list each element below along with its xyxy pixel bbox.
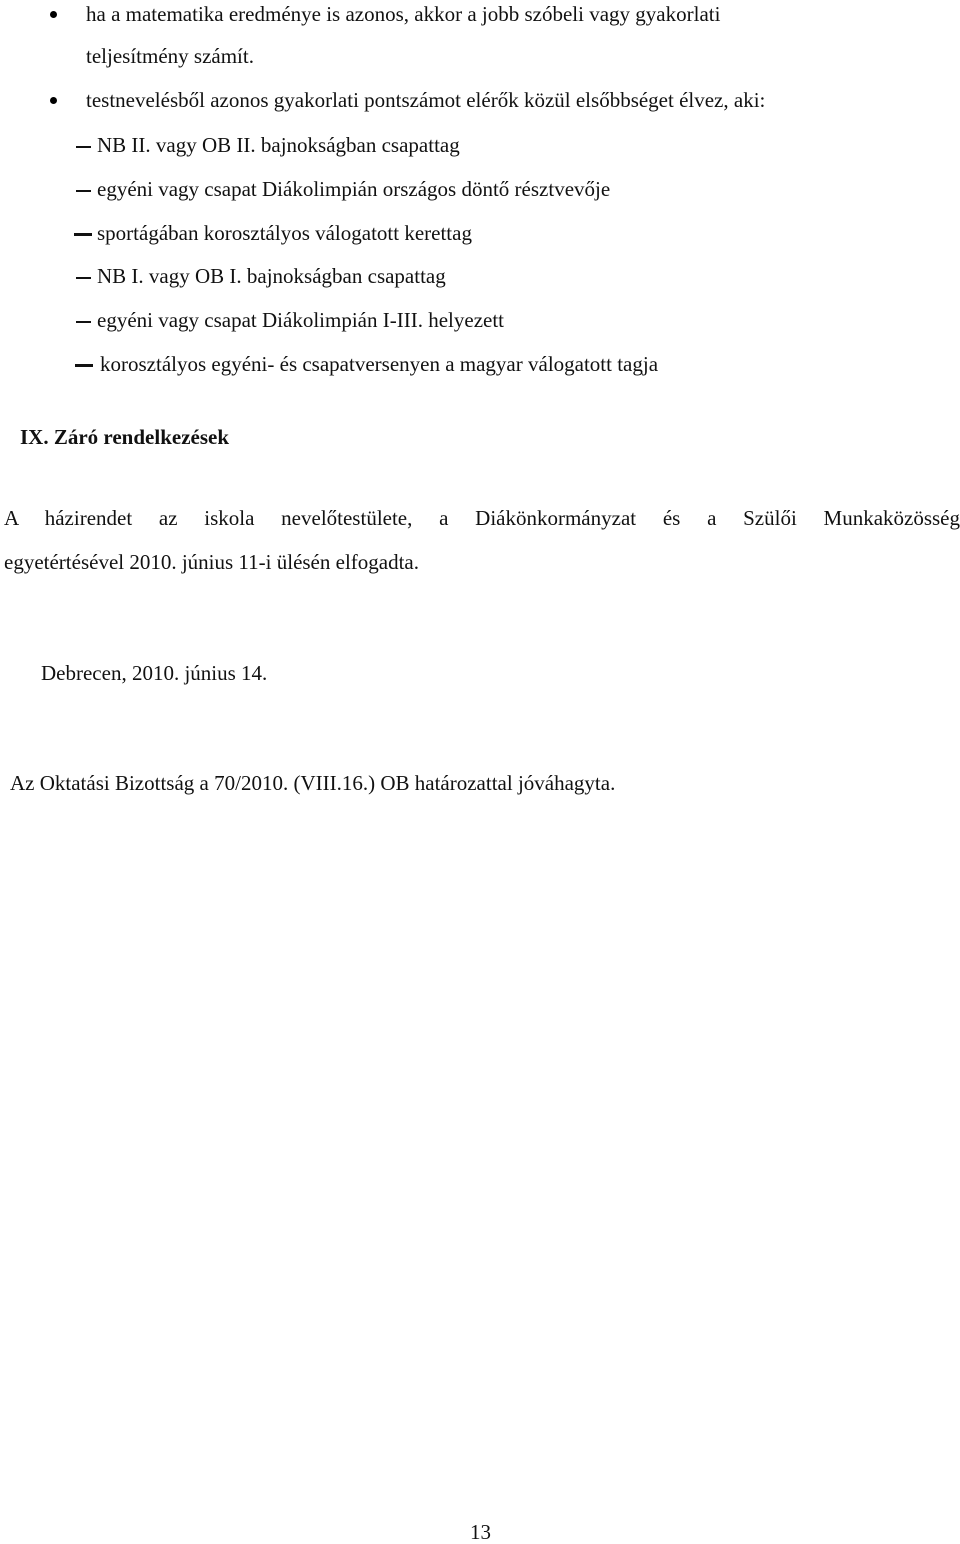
- bullet-dot: [50, 97, 57, 104]
- dash-item: egyéni vagy csapat Diákolimpián I-III. helyezett: [97, 308, 504, 332]
- bullet-2-line-1: testnevelésből azonos gyakorlati pontszámot elérők közül elsőbbséget élvez, aki:: [86, 88, 766, 112]
- dash-item: NB II. vagy OB II. bajnokságban csapattag: [97, 133, 460, 157]
- dash-mark: [74, 233, 92, 236]
- section-paragraph-line-1: A házirendet az iskola nevelőtestülete, a Diákönkormányzat és a Szülői Munkaközösség: [4, 506, 960, 530]
- dash-mark: [76, 190, 91, 192]
- dash-mark: [76, 321, 91, 323]
- dash-mark: [76, 146, 91, 148]
- dash-mark: [75, 364, 93, 367]
- approval-note: Az Oktatási Bizottság a 70/2010. (VIII.16.) OB határozattal jóváhagyta.: [10, 771, 616, 795]
- dash-item: korosztályos egyéni- és csapatversenyen a magyar válogatott tagja: [100, 352, 659, 376]
- dash-item: sportágában korosztályos válogatott kerettag: [97, 221, 472, 245]
- bullet-1-line-1: ha a matematika eredménye is azonos, akkor a jobb szóbeli vagy gyakorlati: [86, 2, 721, 26]
- section-paragraph-line-2: egyetértésével 2010. június 11-i ülésén elfogadta.: [4, 550, 420, 574]
- section-heading: IX. Záró rendelkezések: [20, 425, 230, 449]
- dash-item: NB I. vagy OB I. bajnokságban csapattag: [97, 264, 446, 288]
- dash-item: egyéni vagy csapat Diákolimpián országos döntő résztvevője: [97, 177, 611, 201]
- bullet-1-line-2: teljesítmény számít.: [86, 44, 254, 68]
- place-date: Debrecen, 2010. június 14.: [41, 661, 268, 685]
- bullet-dot: [50, 11, 57, 18]
- page-number: 13: [470, 1520, 491, 1544]
- dash-mark: [76, 277, 91, 279]
